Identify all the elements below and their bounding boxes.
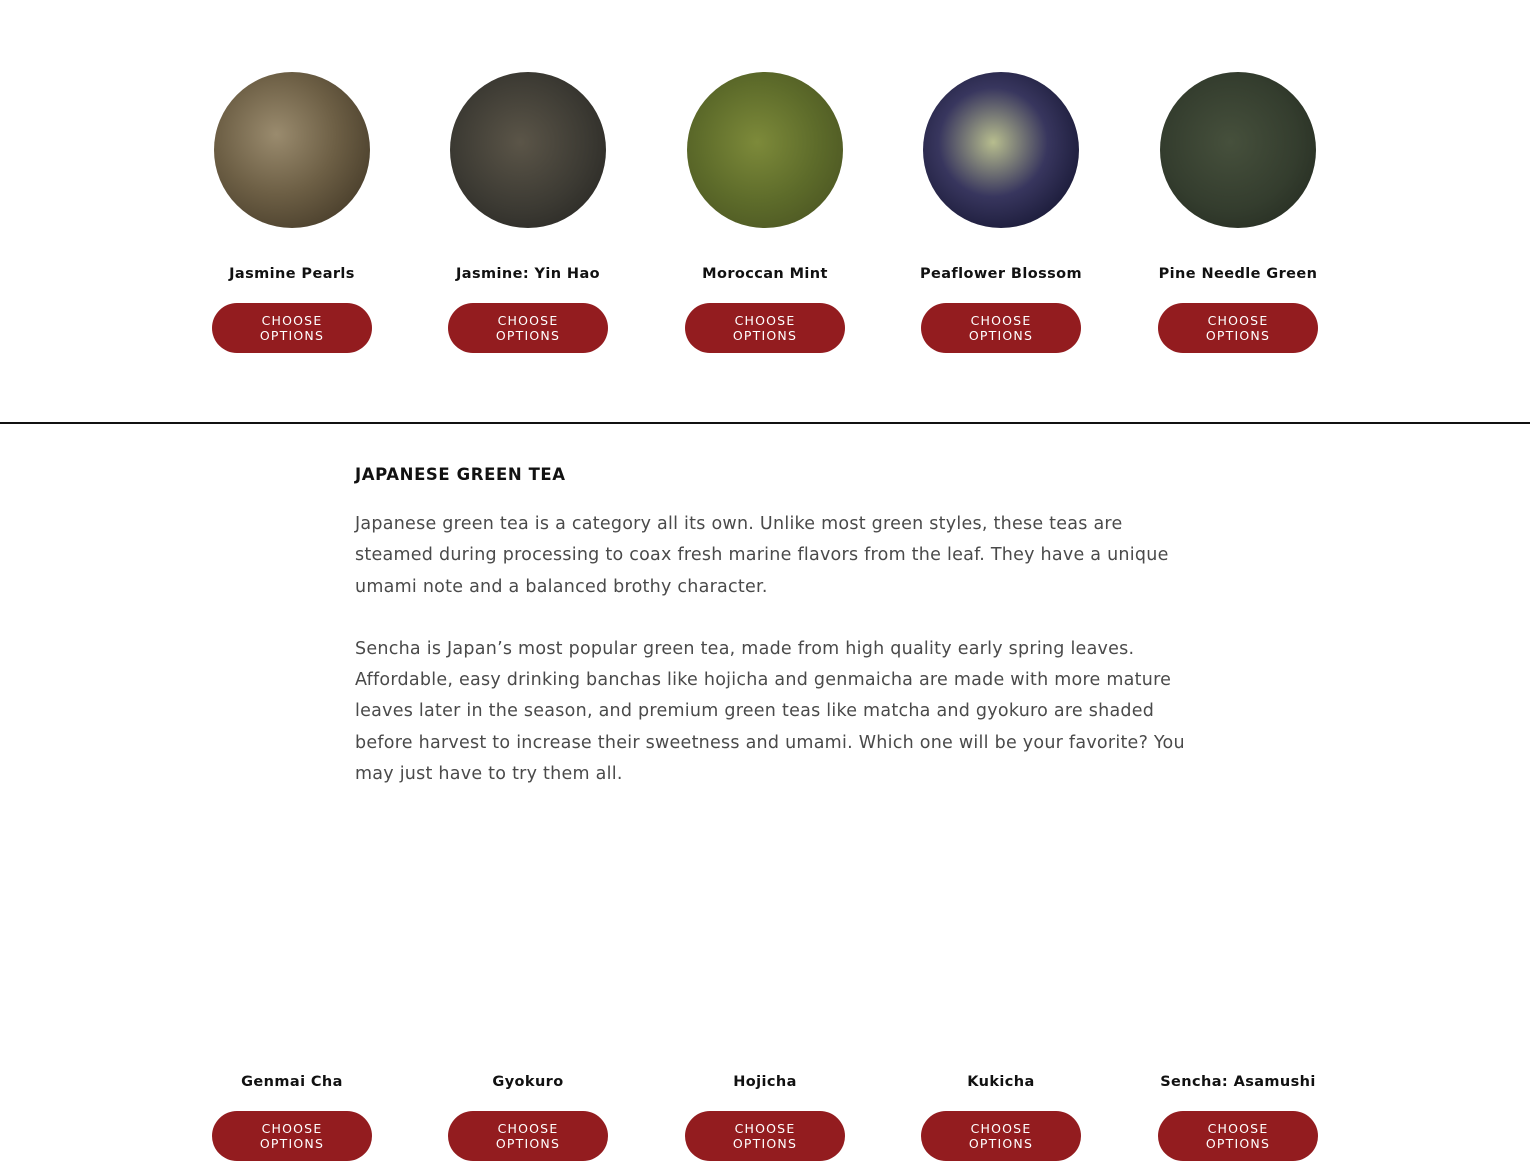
choose-options-label: CHOOSE OPTIONS <box>1205 313 1271 343</box>
choose-options-label: CHOOSE OPTIONS <box>968 313 1034 343</box>
product-name[interactable]: Peaflower Blossom <box>919 266 1083 282</box>
section-title: JAPANESE GREEN TEA <box>355 465 566 484</box>
product-name[interactable]: Kukicha <box>967 1074 1035 1090</box>
product-image[interactable] <box>687 72 843 228</box>
choose-options-button[interactable] <box>1158 303 1318 353</box>
choose-options-label: CHOOSE OPTIONS <box>495 1121 561 1151</box>
product-name[interactable]: Moroccan Mint <box>702 266 828 282</box>
product-name[interactable]: Jasmine Pearls <box>229 266 355 282</box>
choose-options-label: CHOOSE OPTIONS <box>259 313 325 343</box>
choose-options-label: CHOOSE OPTIONS <box>495 313 561 343</box>
section-paragraph: Sencha is Japan’s most popular green tea, made from high quality early spring leaves. Affordable, easy drinking banchas like hojicha and genmaicha are made with more mature leaves later in the season, and premium green teas like matcha and gyokuro are shaded before harvest to increase their sweetness and umami. Which one will be your favorite? You may just have to try them all. <box>355 638 1185 785</box>
product-name[interactable]: Hojicha <box>733 1074 797 1090</box>
choose-options-button[interactable] <box>212 1111 372 1161</box>
choose-options-label: CHOOSE OPTIONS <box>1205 1121 1271 1151</box>
product-image[interactable] <box>214 72 370 228</box>
choose-options-label: CHOOSE OPTIONS <box>732 1121 798 1151</box>
product-name[interactable]: Pine Needle Green <box>1158 266 1318 282</box>
choose-options-button[interactable] <box>921 1111 1081 1161</box>
choose-options-label: CHOOSE OPTIONS <box>732 313 798 343</box>
product-image[interactable] <box>1160 72 1316 228</box>
section-divider <box>0 422 1530 424</box>
choose-options-button[interactable] <box>685 1111 845 1161</box>
choose-options-button[interactable] <box>448 303 608 353</box>
section-paragraph: Japanese green tea is a category all its own. Unlike most green styles, these teas are steamed during processing to coax fresh marine flavors from the leaf. They have a unique umami note and a balanced brothy character. <box>355 514 1169 597</box>
choose-options-button[interactable] <box>921 303 1081 353</box>
product-name[interactable]: Sencha: Asamushi <box>1160 1074 1316 1090</box>
product-name[interactable]: Gyokuro <box>492 1074 564 1090</box>
product-image[interactable] <box>450 72 606 228</box>
product-name[interactable]: Jasmine: Yin Hao <box>455 266 600 282</box>
choose-options-label: CHOOSE OPTIONS <box>968 1121 1034 1151</box>
product-name[interactable]: Genmai Cha <box>241 1074 343 1090</box>
choose-options-button[interactable] <box>685 303 845 353</box>
category-description <box>355 464 1195 790</box>
choose-options-label: CHOOSE OPTIONS <box>259 1121 325 1151</box>
choose-options-button[interactable] <box>1158 1111 1318 1161</box>
choose-options-button[interactable] <box>212 303 372 353</box>
product-image[interactable] <box>923 72 1079 228</box>
choose-options-button[interactable] <box>448 1111 608 1161</box>
